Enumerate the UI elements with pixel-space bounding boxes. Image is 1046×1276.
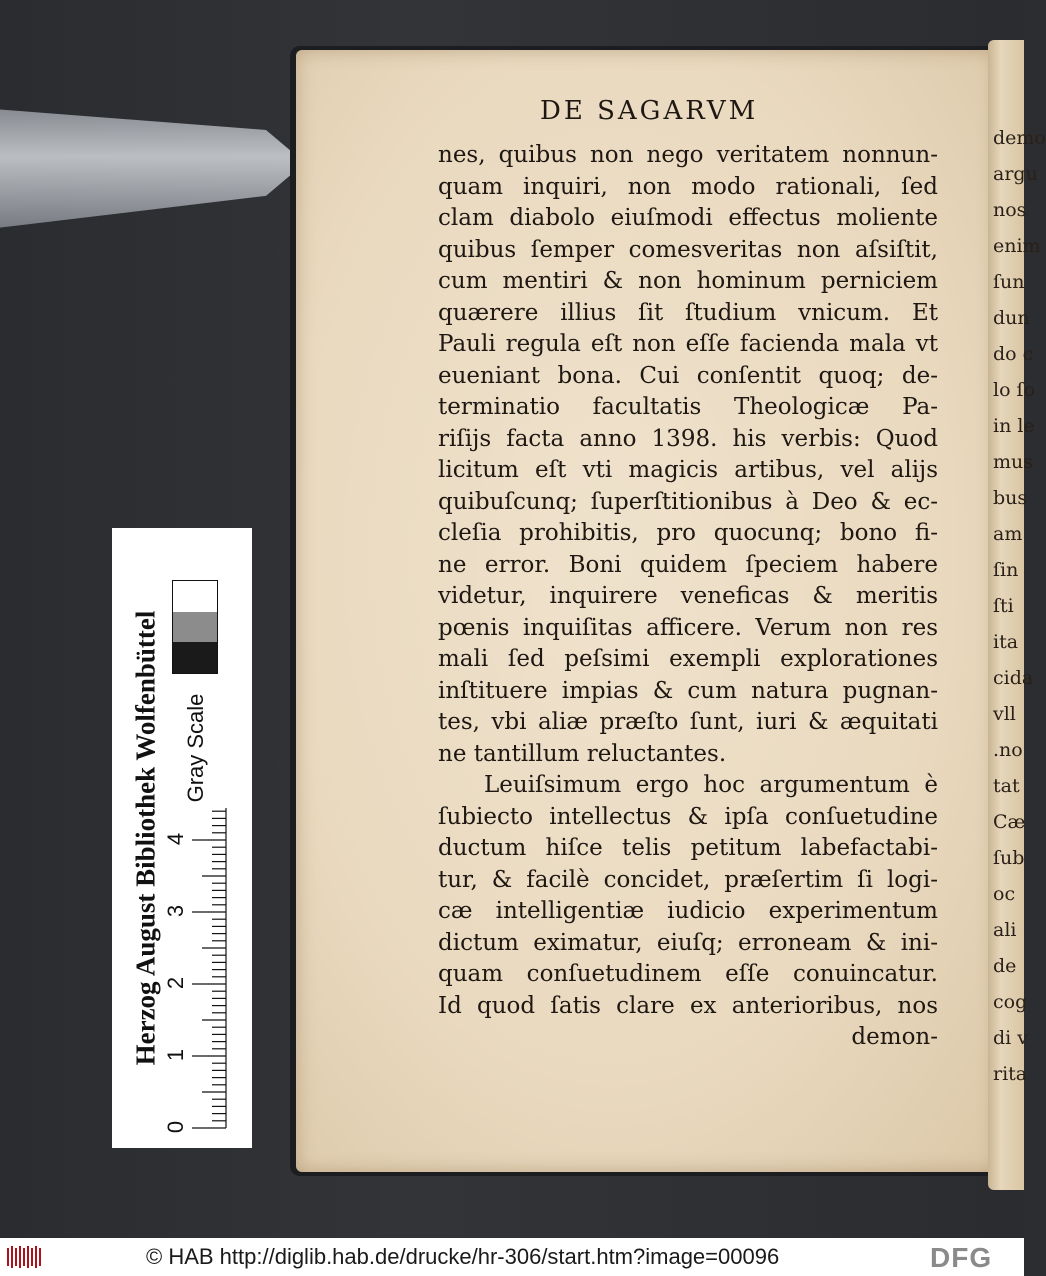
color-ruler xyxy=(112,528,252,1148)
facing-page-fragment: tat xyxy=(993,775,1020,797)
facing-page-fragment: lo ſo xyxy=(993,379,1036,401)
facing-page-fragment: ſub xyxy=(993,847,1025,869)
text-line: cum mentiri & non hominum perniciem xyxy=(438,268,938,294)
text-line: quam inquiri, non modo rationali, ſed xyxy=(438,173,938,200)
facing-page-fragment: in le xyxy=(993,415,1035,437)
facing-page-fragment: argu xyxy=(993,163,1038,185)
facing-page-fragment: nos xyxy=(993,199,1027,221)
text-line: tes, vbi aliæ præſto ſunt, iuri & æquitati xyxy=(438,709,938,735)
running-header: DE SAGARVM xyxy=(540,96,759,126)
facing-page-fragment: mus xyxy=(993,451,1034,473)
footer-credit: © HAB http://diglib.hab.de/drucke/hr-306/start.htm?image=00096 xyxy=(146,1244,780,1269)
text-line: quam conſuetudinem eſſe conuincatur. xyxy=(438,961,938,987)
facing-page-fragment: Cæ xyxy=(993,811,1026,833)
dfg-logo: DFG xyxy=(930,1242,993,1273)
gray-swatch xyxy=(173,581,217,612)
text-line: Leuiſsimum ergo hoc argumentum è xyxy=(484,772,938,798)
ruler-title xyxy=(126,528,166,1148)
text-line: cæ intelligentiæ iudicio experimentum xyxy=(438,898,938,924)
text-line: riſijs facta anno 1398. his verbis: Quod xyxy=(438,425,938,452)
footer-bar xyxy=(0,1238,1024,1276)
text-line: pœnis inquiſitas afficere. Verum non res xyxy=(438,614,938,641)
ruler-tick-label: 4 xyxy=(163,832,189,846)
gray-scale-label-text: Gray Scale xyxy=(183,693,208,803)
facing-page-fragment: ſti xyxy=(993,595,1014,617)
facing-page-fragment: dun xyxy=(993,307,1030,329)
text-line: licitum eſt vti magicis artibus, vel alijs xyxy=(438,457,938,483)
text-line: Pauli regula eſt non eſſe facienda mala vt xyxy=(438,331,938,357)
facing-page-fragment: enim xyxy=(993,235,1041,257)
text-line: eueniant bona. Cui conſentit quoq; de- xyxy=(438,362,938,389)
facing-page-fragment: am xyxy=(993,523,1023,545)
text-line: ductum hiſce telis petitum labefactabi- xyxy=(438,835,938,861)
text-line: nes, quibus non nego veritatem nonnun- xyxy=(438,142,938,168)
facing-page-fragment: .no xyxy=(993,739,1023,761)
facing-page-fragment: do c xyxy=(993,343,1034,365)
facing-page-fragment: cog xyxy=(993,991,1028,1013)
page-text xyxy=(438,140,938,1054)
text-line: clam diabolo eiuſmodi effectus moliente xyxy=(438,205,938,231)
text-line: ne tantillum reluctantes. xyxy=(438,740,727,767)
ruler-title-text: Herzog August Bibliothek Wolfenbüttel xyxy=(130,610,161,1066)
text-line: tur, & facilè concidet, præſertim ſi logi- xyxy=(438,866,938,893)
text-line: ne error. Boni quidem ſpeciem habere xyxy=(438,551,938,578)
gray-swatch xyxy=(173,612,217,643)
facing-page-fragment: di v xyxy=(993,1027,1029,1049)
catchword: demon- xyxy=(851,1024,938,1050)
ruler-tick-label: 1 xyxy=(163,1048,189,1062)
text-line: mali ſed peſsimi exempli explorationes xyxy=(438,646,938,672)
facing-page-text xyxy=(993,120,1046,1092)
ruler-ticks xyxy=(176,808,226,1138)
facing-page-fragment: rita xyxy=(993,1063,1028,1085)
facing-page-fragment: cida xyxy=(993,667,1034,689)
facing-page-fragment: ali xyxy=(993,919,1017,941)
facing-page-fragment: ſin xyxy=(993,559,1019,581)
text-line: Id quod ſatis clare ex anterioribus, nos xyxy=(438,992,938,1019)
facing-page-fragment: de xyxy=(993,955,1017,977)
text-line: quibus ſemper comesveritas non aſsiſtit, xyxy=(438,236,938,263)
facing-page-fragment: demo xyxy=(993,127,1046,149)
facing-page-fragment: bus xyxy=(993,487,1028,509)
gray-swatches xyxy=(172,580,218,674)
gray-scale-label xyxy=(176,668,216,828)
facing-page-fragment: oc xyxy=(993,883,1016,905)
text-line: quibuſcunq; ſuperſtitionibus à Deo & ec- xyxy=(438,488,938,515)
ruler-tick-label: 0 xyxy=(163,1120,189,1134)
text-line: cleſia prohibitis, pro quocunq; bono fi- xyxy=(438,520,938,546)
hab-logo-icon xyxy=(6,1244,46,1270)
ruler-tick-label: 2 xyxy=(163,976,189,990)
facing-page-fragment: vll xyxy=(993,703,1016,725)
text-line: quærere illius ſit ſtudium vnicum. Et xyxy=(438,299,938,326)
text-line: terminatio facultatis Theologicæ Pa- xyxy=(438,394,938,420)
bookmark-strip xyxy=(0,108,305,230)
text-line: inſtituere impias & cum natura pugnan- xyxy=(438,677,938,704)
text-line: dictum eximatur, eiuſq; erroneam & ini- xyxy=(438,929,938,956)
text-line: videtur, inquirere veneficas & meritis xyxy=(438,583,938,609)
facing-page-fragment: ſun xyxy=(993,271,1025,293)
ruler-tick-label: 3 xyxy=(163,904,189,918)
text-line: ſubiecto intellectus & ipſa conſuetudine xyxy=(438,803,938,830)
facing-page-fragment: ita xyxy=(993,631,1019,653)
